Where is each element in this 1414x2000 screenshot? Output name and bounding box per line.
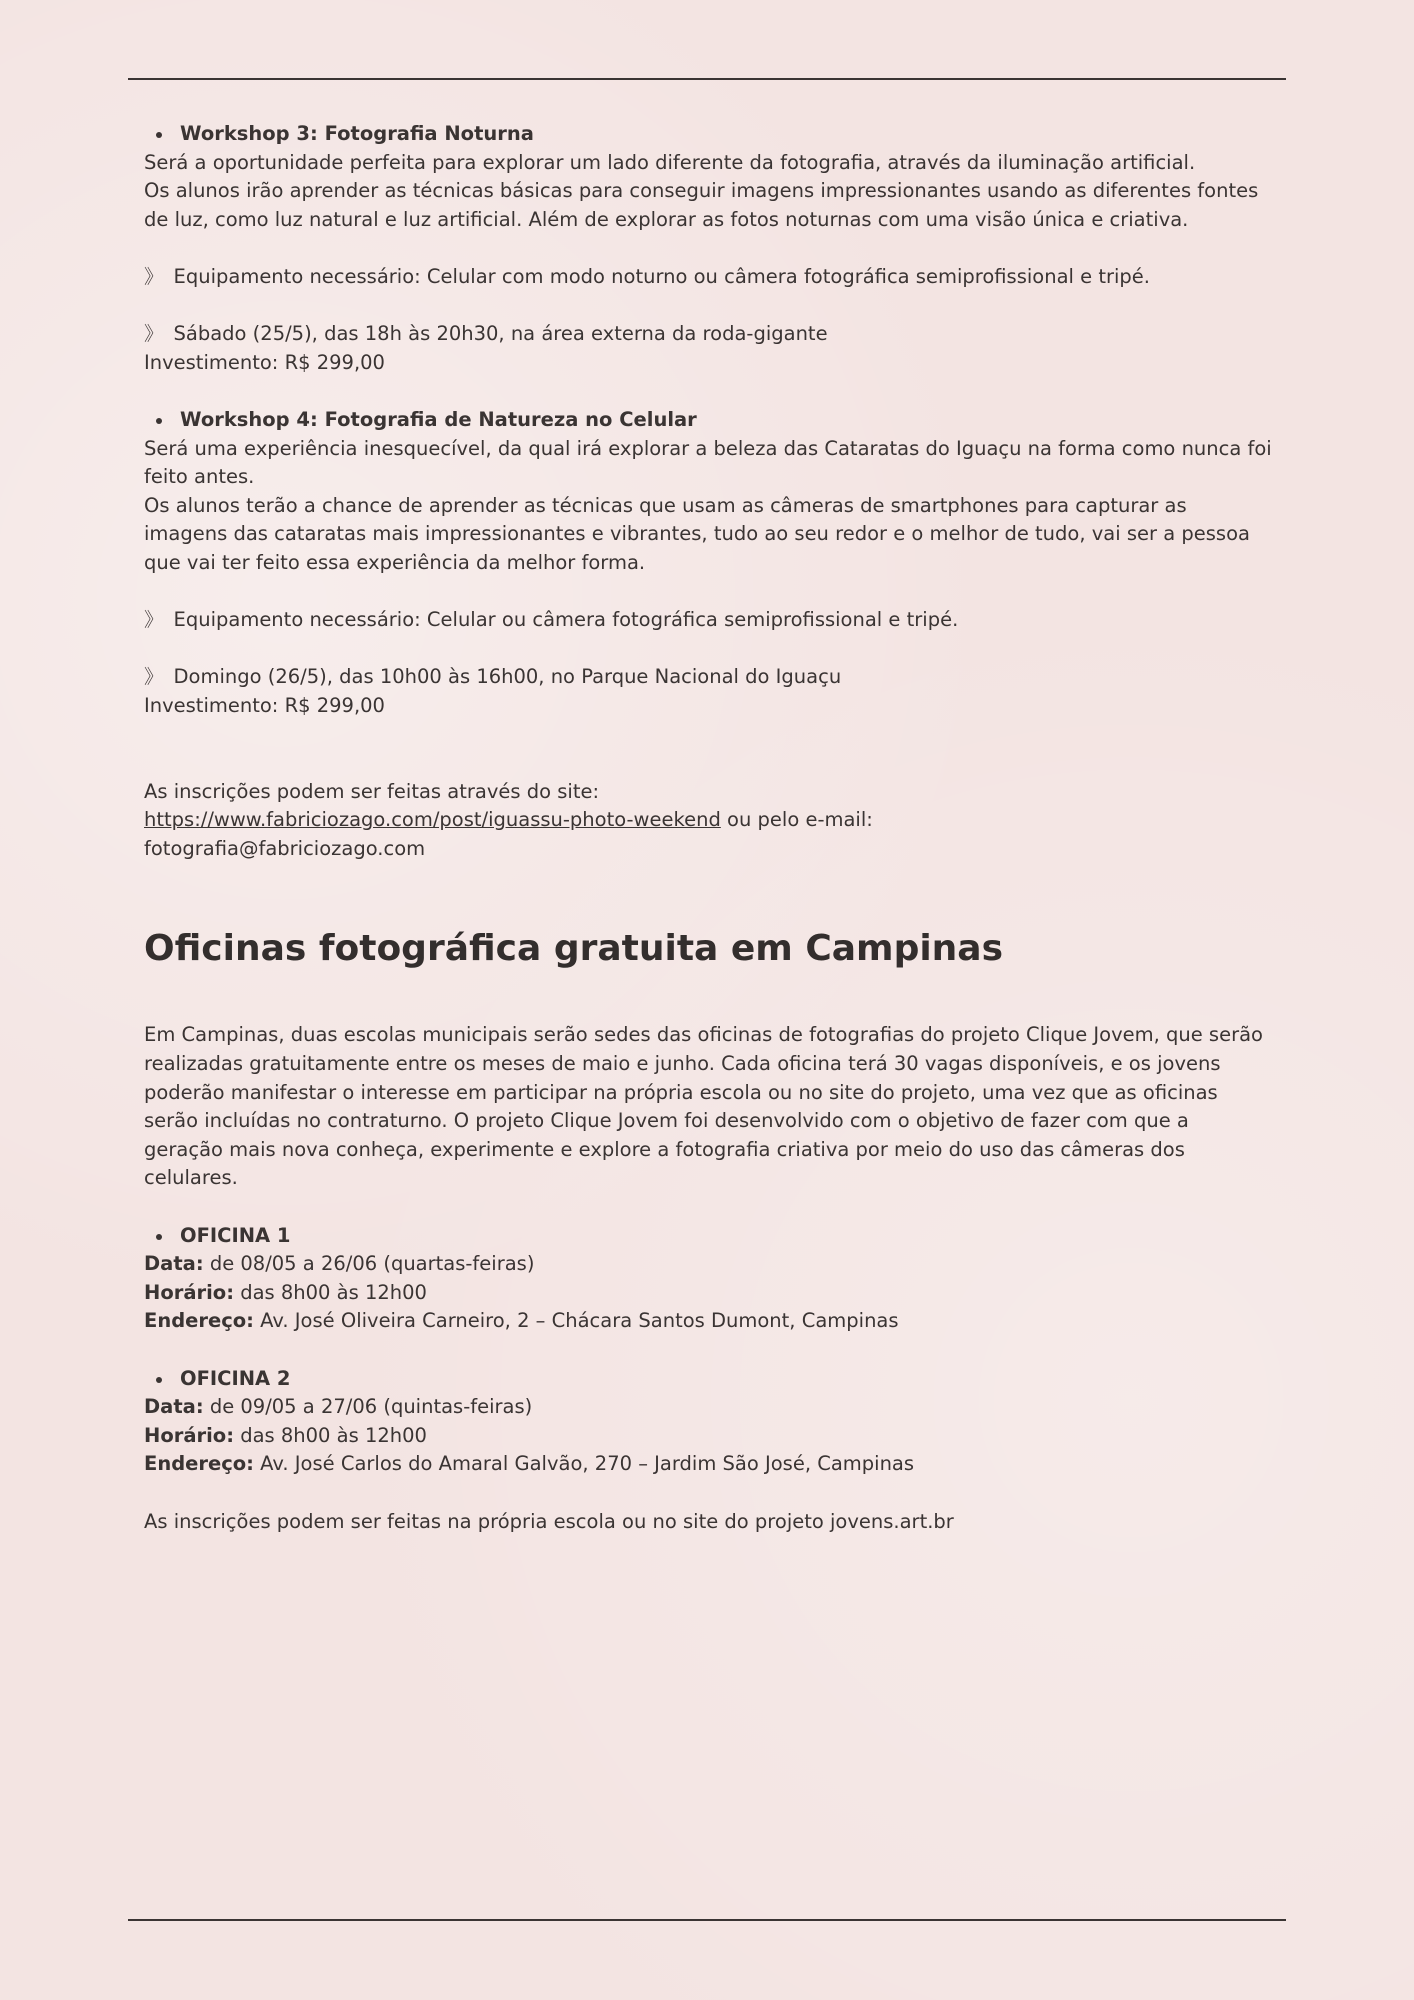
campinas-closing: As inscrições podem ser feitas na própria escola ou no site do projeto jovens.art.br	[144, 1509, 954, 1533]
double-chevron-icon: 》	[144, 608, 164, 632]
signup-link[interactable]: https://www.fabriciozago.com/post/iguassu-photo-weekend	[144, 808, 721, 832]
workshop-4-equipment: 》 Equipamento necessário: Celular ou câmera fotográfica semiprofissional e tripé.	[144, 608, 959, 632]
oficina-2-data: Data: de 09/05 a 27/06 (quintas-feiras)	[144, 1395, 533, 1419]
oficina-2-horario: Horário: das 8h00 às 12h00	[144, 1423, 427, 1447]
workshop-3-equipment: 》 Equipamento necessário: Celular com modo noturno ou câmera fotográfica semiprofissional e tripé.	[144, 264, 1151, 288]
double-chevron-icon: 》	[144, 264, 164, 288]
workshop-4-title: Workshop 4: Fotografia de Natureza no Celular	[144, 406, 1272, 435]
workshop-3-title: Workshop 3: Fotografia Noturna	[144, 120, 1272, 149]
signup-text: As inscrições podem ser feitas através do site:	[144, 779, 600, 803]
workshop-4-price: Investimento: R$ 299,00	[144, 693, 385, 717]
double-chevron-icon: 》	[144, 665, 164, 689]
workshop-4-desc-2: Os alunos terão a chance de aprender as técnicas que usam as câmeras de smartphones para capturar as imagens das cataratas mais impressionantes e vibrantes, tudo ao seu redor e o melhor de tudo, vai ser a pessoa que vai ter feito essa experiência da melhor forma.	[144, 493, 1250, 574]
oficina-1-endereco: Endereço: Av. José Oliveira Carneiro, 2 – Chácara Santos Dumont, Campinas	[144, 1309, 899, 1333]
oficina-2-endereco: Endereço: Av. José Carlos do Amaral Galvão, 270 – Jardim São José, Campinas	[144, 1452, 915, 1476]
campinas-intro: Em Campinas, duas escolas municipais serão sedes das oficinas de fotografias do projeto Clique Jovem, que serão realizadas gratuitamente entre os meses de maio e junho. Cada oficina terá 30 vagas disponíveis, e os jovens poderão manifestar o interesse em participar na própria escola ou no site do projeto, uma vez que as oficinas serão incluídas no contraturno. O projeto Clique Jovem foi desenvolvido com o objetivo de fazer com que a geração mais nova conheça, experimente e explore a fotografia criativa por meio do uso das câmeras dos celulares.	[144, 1023, 1263, 1190]
article-body	[144, 120, 1272, 1536]
campinas-heading: Oficinas fotográfica gratuita em Campinas	[144, 928, 1004, 970]
workshop-3-price: Investimento: R$ 299,00	[144, 350, 385, 374]
oficina-1-data: Data: de 08/05 a 26/06 (quartas-feiras)	[144, 1252, 535, 1276]
bottom-divider	[128, 1919, 1286, 1921]
oficina-2-title: OFICINA 2	[144, 1365, 1272, 1394]
double-chevron-icon: 》	[144, 322, 164, 346]
oficina-1-title: OFICINA 1	[144, 1222, 1272, 1251]
top-divider	[128, 78, 1286, 80]
oficina-1-horario: Horário: das 8h00 às 12h00	[144, 1280, 427, 1304]
workshop-4-schedule: 》 Domingo (26/5), das 10h00 às 16h00, no Parque Nacional do Iguaçu	[144, 665, 842, 689]
workshop-3-desc-1: Será a oportunidade perfeita para explorar um lado diferente da fotografia, através da iluminação artificial.	[144, 150, 1196, 174]
signup-line: https://www.fabriciozago.com/post/iguassu-photo-weekend ou pelo e-mail:	[144, 808, 873, 832]
workshop-3-desc-2: Os alunos irão aprender as técnicas básicas para conseguir imagens impressionantes usando as diferentes fontes de luz, como luz natural e luz artificial. Além de explorar as fotos noturnas com uma visão única e criativa.	[144, 179, 1259, 231]
workshop-3-schedule: 》 Sábado (25/5), das 18h às 20h30, na área externa da roda-gigante	[144, 322, 828, 346]
signup-email: fotografia@fabriciozago.com	[144, 836, 426, 860]
workshop-4-desc-1: Será uma experiência inesquecível, da qual irá explorar a beleza das Cataratas do Iguaçu na forma como nunca foi feito antes.	[144, 436, 1272, 489]
